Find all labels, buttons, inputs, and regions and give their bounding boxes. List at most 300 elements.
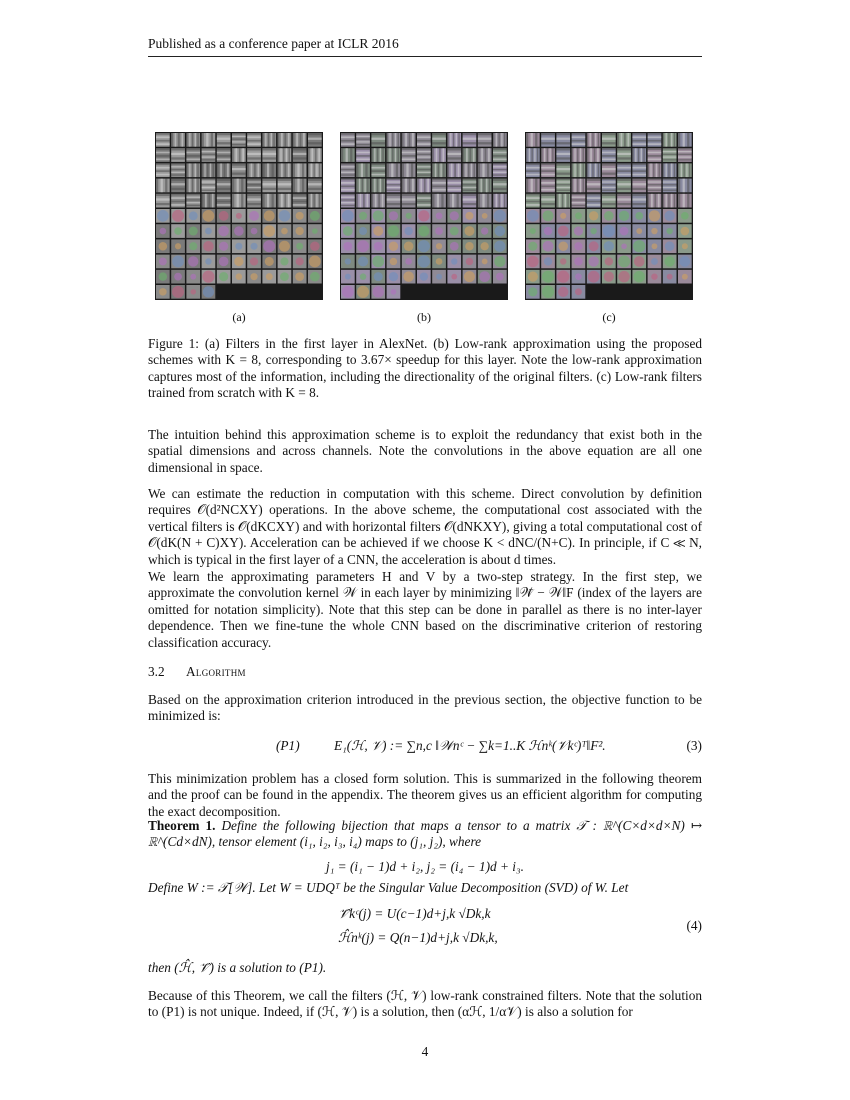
filter-blob [203, 210, 215, 222]
filter-blob [295, 272, 304, 281]
filter-stripe [617, 174, 631, 176]
filter-stripe [387, 133, 388, 147]
figure-1 [0, 132, 850, 302]
filter-blob [404, 241, 414, 251]
filter-blob [418, 226, 429, 237]
filter-stripe [387, 179, 401, 180]
filter-stripe [638, 148, 639, 162]
filter-stripe [602, 198, 616, 200]
figure-caption: Figure 1: (a) Filters in the first layer in AlexNet. (b) Low-rank approximation using the proposed schemes with K = 8, corresponding to 3.67× speedup for this layer. Note the low-rank approximation captures most of the information, including the directionality of the original filters. (c) Low-rank filters trained from scratch with K = 8. [148, 336, 702, 401]
filter-stripe [541, 133, 555, 135]
filter-stripe [632, 183, 646, 185]
filter-stripe [648, 194, 650, 208]
filter-stripe [447, 179, 461, 181]
filter-stripe [367, 179, 368, 193]
filter-stripe [663, 190, 677, 191]
filter-stripe [356, 144, 370, 145]
filter-stripe [257, 163, 259, 177]
filter-stripe [556, 148, 570, 150]
filter-stripe [186, 158, 200, 160]
filter-blob [575, 212, 582, 219]
filter-stripe [678, 154, 692, 155]
filter-stripe [678, 156, 692, 157]
filter-blob [450, 211, 459, 220]
filter-stripe [572, 199, 586, 200]
filter-stripe [217, 179, 231, 181]
filter-stripe [632, 188, 646, 190]
filter-stripe [267, 194, 269, 208]
filter-blob [219, 272, 228, 281]
filter-stripe [186, 155, 200, 157]
filter-stripe [556, 181, 570, 182]
filter-stripe [668, 163, 669, 177]
filter-blob [464, 271, 475, 282]
filter-blob [205, 228, 212, 235]
filter-stripe [391, 163, 393, 177]
filter-stripe [289, 148, 290, 162]
filter-stripe [396, 163, 398, 177]
filter-stripe [186, 179, 187, 193]
filter-stripe [375, 194, 377, 208]
filter-stripe [341, 202, 355, 203]
filter-blob [435, 227, 443, 235]
filter-stripe [440, 163, 441, 177]
filter-blob [310, 241, 320, 251]
paragraph-closed-form: This minimization problem has a closed form solution. This is summarized in the following theorem and the proof can be found in the appendix. The theorem gives us an efficient algorithm for computing the exact decomposition. [148, 771, 702, 819]
filter-stripe [316, 194, 317, 208]
filter-stripe [356, 158, 370, 160]
filter-stripe [556, 163, 570, 165]
filter-stripe [651, 194, 653, 208]
filter-stripe [632, 140, 646, 142]
filter-blob [236, 273, 243, 280]
filter-blob [373, 226, 383, 236]
filter-stripe [478, 163, 480, 177]
filter-stripe [650, 163, 651, 177]
filter-stripe [648, 163, 649, 177]
filter-blob [373, 210, 384, 221]
filter-stripe [371, 142, 385, 144]
filter-blob [575, 273, 582, 280]
filter-stripe [378, 194, 380, 208]
filter-stripe [678, 194, 680, 208]
equation-3-label: (3) [686, 738, 702, 753]
filter-stripe [478, 142, 492, 144]
filter-stripe [653, 163, 654, 177]
filter-stripe [387, 203, 401, 205]
filter-stripe [453, 133, 454, 147]
filter-stripe [658, 194, 660, 208]
filter-stripe [643, 148, 644, 162]
filter-blob [403, 271, 414, 282]
filter-blob [342, 210, 354, 222]
theorem-text: Define the following bijection that maps a tensor to a matrix 𝒯 : ℝ^(C×d×d×N) ↦ ℝ^(Cd×dN), tensor element (i₁, i₂, i₃, i₄) maps to (j₁, j₂), where [148, 818, 702, 850]
filter-stripe [572, 140, 586, 142]
filter-stripe [262, 133, 263, 147]
filter-blob [664, 211, 674, 221]
filter-stripe [447, 148, 461, 150]
equation-3-tag: (P1) [276, 738, 300, 753]
filter-stripe [311, 163, 312, 177]
filter-blob [391, 289, 397, 295]
filter-stripe [466, 148, 468, 162]
filter-stripe [308, 138, 322, 140]
filter-stripe [186, 194, 200, 195]
filter-blob [358, 256, 368, 266]
filter-stripe [171, 169, 185, 170]
filter-stripe [156, 198, 170, 200]
filter-stripe [587, 179, 601, 181]
filter-stripe [572, 133, 586, 135]
filter-stripe [239, 148, 241, 162]
filter-blob [544, 227, 552, 235]
filter-stripe [632, 170, 646, 172]
filter-stripe [447, 189, 461, 191]
filter-stripe [590, 148, 592, 162]
filter-stripe [531, 179, 533, 193]
filter-stripe [417, 179, 419, 193]
filter-stripe [341, 182, 355, 184]
filter-stripe [202, 181, 216, 182]
filter-blob [528, 287, 537, 296]
filter-stripe [478, 148, 480, 162]
filter-stripe [572, 202, 586, 203]
filter-stripe [671, 133, 672, 147]
filter-stripe [308, 194, 309, 208]
filter-stripe [617, 163, 631, 165]
filter-stripe [602, 168, 616, 170]
filter-blob [388, 225, 399, 236]
filter-stripe [377, 148, 378, 162]
filter-stripe [674, 163, 675, 177]
filter-blob [235, 243, 242, 250]
filter-blob [680, 256, 691, 267]
filter-blob [649, 210, 660, 221]
filter-blob [251, 243, 258, 250]
section-number: 3.2 [148, 664, 165, 679]
filter-blob [279, 241, 290, 252]
filter-stripe [587, 201, 601, 203]
filter-stripe [412, 133, 414, 147]
filter-stripe [341, 199, 355, 200]
filter-stripe [447, 133, 448, 147]
filter-blob [652, 243, 658, 249]
filter-stripe [663, 184, 677, 185]
filter-stripe [463, 203, 477, 205]
filter-stripe [482, 194, 484, 208]
filter-stripe [341, 166, 355, 167]
filter-stripe [232, 194, 234, 208]
filter-stripe [447, 163, 449, 177]
filter-stripe [590, 133, 591, 147]
filter-stripe [387, 190, 401, 191]
filter-blob [374, 242, 383, 251]
filter-stripe [156, 143, 170, 145]
filter-stripe [668, 133, 669, 147]
filter-stripe [247, 163, 249, 177]
filter-blob [494, 256, 505, 267]
filter-stripe [382, 194, 384, 208]
filter-blob [296, 227, 304, 235]
paragraph-low-rank-constrained: Because of this Theorem, we call the filters (ℋ, 𝒱) low-rank constrained filters. Note that the solution to (P1) is not unique. Indeed, if (ℋ, 𝒱) is a solution, then (αℋ, 1/α𝒱) is also a solution for [148, 988, 702, 1020]
filter-blob [664, 256, 674, 266]
equation-3-body: E₁(ℋ, 𝒱) := ∑n,c ‖𝒲nᶜ − ∑k=1..K ℋnᵏ(𝒱kᶜ)ᵀ‖F². [334, 738, 606, 753]
header-rule [148, 56, 702, 57]
filter-stripe [597, 148, 599, 162]
filter-stripe [254, 163, 256, 177]
filter-stripe [156, 179, 158, 193]
filter-stripe [447, 153, 461, 155]
filter-stripe [648, 143, 662, 145]
filter-blob [266, 273, 273, 280]
filter-stripe [541, 189, 555, 191]
filter-stripe [463, 194, 477, 196]
filter-stripe [473, 148, 475, 162]
filter-stripe [537, 148, 538, 162]
section-heading [148, 664, 246, 680]
filter-stripe [313, 163, 314, 177]
filter-stripe [534, 148, 535, 162]
filter-stripe [417, 194, 431, 196]
filter-stripe [192, 163, 193, 177]
filter-stripe [202, 156, 216, 157]
filter-stripe [278, 188, 292, 190]
filter-stripe [308, 148, 310, 162]
filter-stripe [617, 198, 631, 200]
filter-stripe [648, 179, 662, 180]
filter-stripe [556, 133, 570, 135]
filter-stripe [341, 205, 355, 206]
filter-blob [219, 211, 229, 221]
page-number: 4 [421, 1044, 429, 1059]
filter-stripe [452, 194, 454, 208]
filter-stripe [175, 133, 177, 147]
filter-blob [175, 243, 181, 249]
filter-stripe [541, 194, 555, 196]
filter-stripe [281, 194, 283, 208]
filter-stripe [493, 148, 507, 150]
filter-stripe [366, 194, 368, 208]
filter-stripe [293, 163, 295, 177]
filter-stripe [632, 136, 646, 138]
filter-stripe [341, 148, 343, 162]
filter-stripe [308, 163, 309, 177]
filter-stripe [156, 203, 170, 205]
filter-stripe [617, 167, 631, 169]
filter-stripe [171, 204, 185, 206]
filter-blob [406, 213, 412, 219]
filter-stripe [556, 142, 570, 144]
filter-stripe [237, 194, 239, 208]
filter-stripe [447, 185, 461, 187]
filter-stripe [526, 170, 540, 172]
filter-stripe [447, 182, 461, 184]
filter-stripe [687, 133, 689, 147]
filter-stripe [417, 136, 431, 138]
filter-blob [603, 225, 615, 237]
filter-stripe [395, 148, 396, 162]
filter-blob [636, 228, 642, 234]
filter-stripe [217, 197, 231, 199]
filter-stripe [247, 198, 261, 200]
filter-stripe [526, 148, 527, 162]
filter-stripe [356, 148, 370, 150]
filter-stripe [296, 133, 298, 147]
filter-stripe [300, 133, 302, 147]
filter-stripe [293, 157, 307, 159]
filter-blob [310, 272, 320, 282]
filter-blob [481, 227, 488, 234]
filter-blob [604, 272, 614, 282]
filter-stripe [341, 174, 355, 175]
filter-stripe [432, 185, 446, 187]
filter-stripe [217, 142, 231, 144]
filter-stripe [392, 133, 393, 147]
filter-stripe [202, 154, 216, 155]
filter-stripe [208, 194, 210, 208]
filter-stripe [493, 179, 507, 181]
filter-stripe [602, 194, 616, 196]
filter-stripe [262, 188, 276, 190]
filter-blob [451, 258, 457, 264]
filter-stripe [482, 163, 484, 177]
filter-stripe [531, 133, 533, 147]
filter-stripe [493, 155, 507, 157]
filter-stripe [602, 173, 616, 175]
filter-blob [558, 241, 568, 251]
filter-stripe [232, 133, 246, 134]
filter-stripe [341, 179, 355, 181]
filter-stripe [689, 163, 690, 177]
filter-stripe [541, 167, 555, 169]
filter-blob [279, 210, 291, 222]
filter-stripe [302, 179, 304, 193]
filter-stripe [189, 179, 190, 193]
filter-stripe [247, 203, 261, 205]
filter-stripe [493, 163, 507, 164]
filter-blob [360, 273, 367, 280]
filter-stripe [663, 151, 677, 152]
filter-stripe [417, 204, 431, 206]
filter-blob [635, 212, 643, 220]
filter-stripe [663, 163, 664, 177]
filter-stripe [251, 163, 253, 177]
filter-stripe [592, 163, 593, 177]
filter-stripe [602, 142, 616, 144]
filter-stripe [432, 194, 434, 208]
filter-blob [590, 228, 596, 234]
filter-stripe [663, 159, 677, 160]
filter-stripe [278, 183, 292, 185]
filter-stripe [427, 179, 429, 193]
filter-stripe [402, 198, 416, 200]
filter-stripe [656, 163, 657, 177]
filter-stripe [686, 163, 687, 177]
filter-stripe [674, 194, 675, 208]
filter-stripe [417, 159, 431, 160]
filter-stripe [284, 163, 286, 177]
filter-stripe [450, 133, 451, 147]
filter-stripe [411, 163, 413, 177]
filter-stripe [206, 133, 208, 147]
filter-grid-c-image [525, 132, 693, 300]
filter-stripe [454, 163, 456, 177]
filter-stripe [535, 133, 537, 147]
filter-stripe [602, 190, 616, 191]
filter-blob [666, 228, 672, 234]
filter-stripe [417, 151, 431, 152]
filter-stripe [587, 204, 601, 206]
filter-blob [389, 272, 398, 281]
filter-stripe [556, 187, 570, 188]
filter-stripe [156, 133, 170, 135]
filter-stripe [526, 163, 540, 165]
filter-blob [574, 257, 582, 265]
filter-stripe [556, 153, 570, 155]
filter-stripe [361, 163, 363, 177]
filter-stripe [356, 179, 357, 193]
filter-stripe [574, 179, 575, 193]
filter-stripe [278, 179, 292, 181]
filter-stripe [583, 163, 584, 177]
filter-stripe [487, 194, 489, 208]
filter-grid-b [340, 132, 508, 300]
filter-blob [203, 241, 213, 251]
filter-stripe [681, 163, 682, 177]
filter-stripe [541, 198, 555, 200]
filter-stripe [574, 163, 575, 177]
filter-stripe [469, 148, 471, 162]
filter-stripe [402, 148, 416, 150]
filter-stripe [417, 148, 431, 149]
filter-blob [357, 240, 369, 252]
filter-stripe [493, 188, 507, 190]
filter-stripe [195, 179, 196, 193]
filter-blob [466, 258, 473, 265]
filter-stripe [493, 166, 507, 167]
filter-stripe [678, 159, 692, 160]
filter-blob [234, 226, 244, 236]
filter-stripe [487, 163, 489, 177]
filter-stripe [488, 148, 490, 162]
filter-stripe [417, 163, 431, 164]
filter-stripe [360, 194, 362, 208]
filter-stripe [441, 194, 443, 208]
filter-stripe [432, 133, 446, 135]
filter-stripe [288, 194, 290, 208]
filter-stripe [156, 194, 170, 196]
filter-stripe [577, 148, 578, 162]
filter-stripe [382, 148, 383, 162]
filter-stripe [217, 158, 231, 160]
filter-stripe [178, 133, 180, 147]
filter-stripe [659, 163, 660, 177]
filter-stripe [577, 163, 578, 177]
filter-stripe [602, 179, 616, 180]
filter-stripe [156, 148, 170, 150]
filter-stripe [362, 179, 363, 193]
filter-stripe [189, 163, 190, 177]
filter-stripe [389, 133, 390, 147]
theorem-1 [148, 818, 702, 851]
filter-stripe [205, 194, 207, 208]
filter-stripe [284, 194, 286, 208]
filter-stripe [402, 203, 416, 205]
filter-stripe [262, 194, 264, 208]
filter-stripe [587, 148, 589, 162]
filter-stripe [678, 148, 692, 149]
filter-stripe [232, 173, 246, 175]
